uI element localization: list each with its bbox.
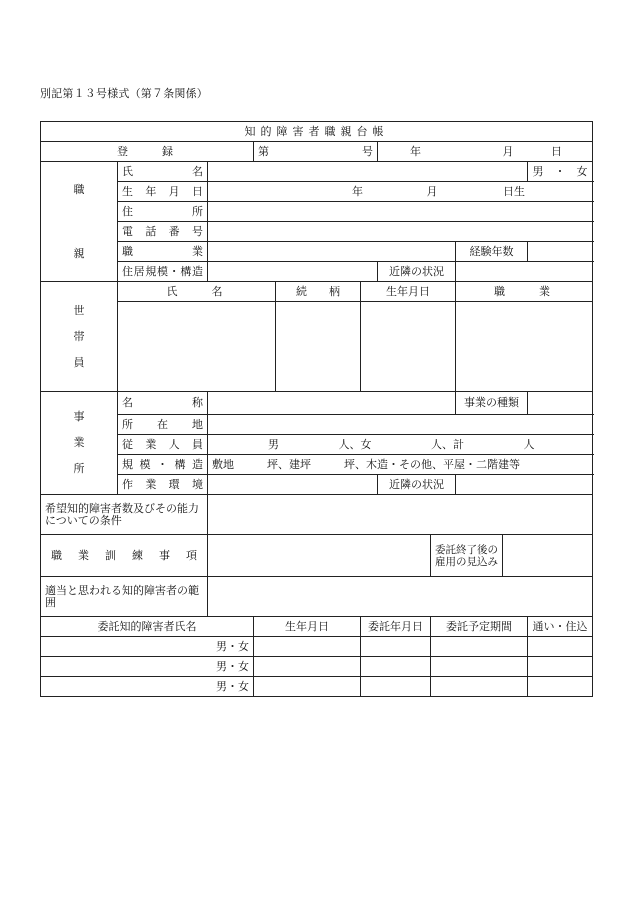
household-col-job: 職 業 bbox=[456, 282, 593, 302]
business-scale-label: 規模・構造 bbox=[118, 455, 208, 475]
entrusted-date-field[interactable] bbox=[361, 657, 431, 677]
suitable-range-field[interactable] bbox=[208, 577, 593, 617]
entrusted-birth-field[interactable] bbox=[254, 657, 361, 677]
business-name-label: 名 称 bbox=[118, 392, 208, 415]
shokushin-neighborhood-field[interactable] bbox=[456, 262, 593, 282]
employment-outlook-label: 委託終了後の雇用の見込み bbox=[431, 535, 503, 577]
shokushin-name-label: 氏 名 bbox=[118, 162, 208, 182]
business-scale-field[interactable]: 敷地 坪、建坪 坪、木造・その他、平屋・二階建等 bbox=[208, 455, 593, 475]
entrusted-commute-field[interactable] bbox=[528, 677, 593, 697]
registry-table bbox=[40, 121, 593, 697]
shokushin-side-label: 職 親 bbox=[41, 162, 118, 282]
business-employees-label: 従業人員 bbox=[118, 435, 208, 455]
shokushin-job-field[interactable] bbox=[208, 242, 456, 262]
shokushin-neighborhood-label: 近隣の状況 bbox=[378, 262, 456, 282]
shokushin-phone-field[interactable] bbox=[208, 222, 593, 242]
registration-date-cell[interactable] bbox=[378, 142, 593, 162]
entrusted-row bbox=[41, 657, 593, 677]
entrusted-col-name: 委託知的障害者氏名 bbox=[41, 617, 254, 637]
entrusted-period-field[interactable] bbox=[431, 657, 528, 677]
household-relation-area[interactable] bbox=[276, 302, 361, 392]
training-field[interactable] bbox=[208, 535, 431, 577]
registration-number-suffix: 号 bbox=[362, 144, 373, 158]
household-col-relation: 続 柄 bbox=[276, 282, 361, 302]
business-neighborhood-label: 近隣の状況 bbox=[378, 475, 456, 495]
employment-outlook-field[interactable] bbox=[503, 535, 593, 577]
business-type-field[interactable] bbox=[528, 392, 593, 415]
suitable-range-label: 適当と思われる知的障害者の範囲 bbox=[41, 577, 208, 617]
entrusted-commute-field[interactable] bbox=[528, 657, 593, 677]
training-label: 職業訓練事項 bbox=[41, 535, 208, 577]
business-environment-label: 作業環境 bbox=[118, 475, 208, 495]
shokushin-address-field[interactable] bbox=[208, 202, 593, 222]
entrusted-gender[interactable]: 男・女 bbox=[41, 637, 254, 657]
registration-label: 登 録 bbox=[41, 142, 254, 162]
shokushin-experience-field[interactable] bbox=[528, 242, 593, 262]
entrusted-col-period: 委託予定期間 bbox=[431, 617, 528, 637]
entrusted-birth-field[interactable] bbox=[254, 637, 361, 657]
entrusted-commute-field[interactable] bbox=[528, 637, 593, 657]
desired-conditions-field[interactable] bbox=[208, 495, 593, 535]
entrusted-row bbox=[41, 637, 593, 657]
business-name-field[interactable] bbox=[208, 392, 456, 415]
shokushin-birth-field[interactable]: 年 月 日生 bbox=[208, 182, 593, 202]
entrusted-date-field[interactable] bbox=[361, 677, 431, 697]
business-environment-field[interactable] bbox=[208, 475, 378, 495]
shokushin-job-label: 職 業 bbox=[118, 242, 208, 262]
registration-number-prefix: 第 bbox=[258, 144, 269, 158]
registration-month: 月 bbox=[502, 144, 514, 158]
household-col-birth: 生年月日 bbox=[361, 282, 456, 302]
entrusted-period-field[interactable] bbox=[431, 677, 528, 697]
shokushin-experience-label: 経験年数 bbox=[456, 242, 528, 262]
entrusted-date-field[interactable] bbox=[361, 637, 431, 657]
household-name-area[interactable] bbox=[118, 302, 276, 392]
shokushin-housing-field[interactable] bbox=[208, 262, 378, 282]
shokushin-phone-label: 電話番号 bbox=[118, 222, 208, 242]
entrusted-col-commute: 通い・住込 bbox=[528, 617, 593, 637]
household-job-area[interactable] bbox=[456, 302, 593, 392]
entrusted-birth-field[interactable] bbox=[254, 677, 361, 697]
registration-day: 日 bbox=[551, 144, 563, 158]
register-title: 知的障害者職親台帳 bbox=[41, 122, 593, 142]
shokushin-gender[interactable]: 男 ・ 女 bbox=[528, 162, 593, 182]
entrusted-col-birth: 生年月日 bbox=[254, 617, 361, 637]
registration-number-cell[interactable] bbox=[254, 142, 378, 162]
household-side-label: 世 帯 員 bbox=[41, 282, 118, 392]
business-location-label: 所 在 地 bbox=[118, 415, 208, 435]
entrusted-col-entrust-date: 委託年月日 bbox=[361, 617, 431, 637]
household-col-name: 氏 名 bbox=[118, 282, 276, 302]
shokushin-address-label: 住 所 bbox=[118, 202, 208, 222]
registration-row bbox=[41, 142, 593, 162]
business-type-label: 事業の種類 bbox=[456, 392, 528, 415]
business-location-field[interactable] bbox=[208, 415, 593, 435]
entrusted-gender[interactable]: 男・女 bbox=[41, 677, 254, 697]
business-side-label: 事 業 所 bbox=[41, 392, 118, 495]
entrusted-period-field[interactable] bbox=[431, 637, 528, 657]
shokushin-birth-label: 生年月日 bbox=[118, 182, 208, 202]
business-neighborhood-field[interactable] bbox=[456, 475, 593, 495]
form-label: 別記第１３号様式（第７条関係） bbox=[40, 87, 208, 100]
business-employees-field[interactable]: 男 人、女 人、計 人 bbox=[208, 435, 593, 455]
desired-conditions-label: 希望知的障害者数及びその能力についての条件 bbox=[41, 495, 208, 535]
shokushin-housing-label: 住居規模・構造 bbox=[118, 262, 208, 282]
entrusted-row bbox=[41, 677, 593, 697]
household-birth-area[interactable] bbox=[361, 302, 456, 392]
entrusted-gender[interactable]: 男・女 bbox=[41, 657, 254, 677]
shokushin-name-field[interactable] bbox=[208, 162, 528, 182]
registration-year: 年 bbox=[410, 144, 421, 158]
